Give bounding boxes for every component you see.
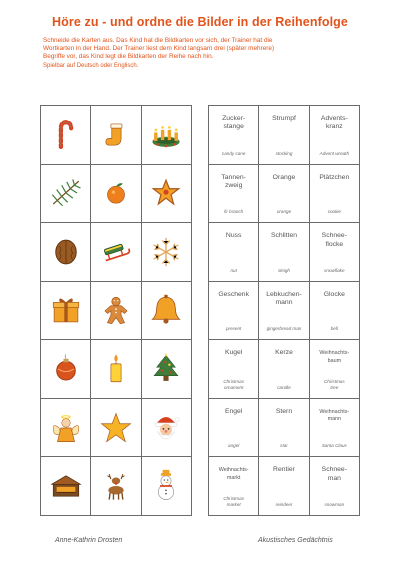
- word-card: [209, 340, 259, 399]
- english-word: angel: [228, 443, 240, 449]
- gingerbread-man-icon: [99, 293, 133, 327]
- candle-icon: [99, 352, 133, 386]
- picture-card-row: [41, 457, 192, 516]
- english-word: bell: [330, 326, 338, 332]
- word-card-grid: [208, 105, 360, 516]
- picture-card: [41, 398, 91, 457]
- picture-card: [41, 457, 91, 516]
- word-card: [309, 398, 359, 457]
- picture-card: [141, 106, 191, 165]
- german-word: Rentier: [273, 466, 295, 474]
- english-word: nut: [230, 267, 237, 273]
- german-word: Zucker- stange: [222, 115, 246, 131]
- german-word: Weihnachts- markt: [218, 467, 249, 481]
- english-word: Advent wreath: [319, 150, 350, 156]
- fir-branch-icon: [49, 176, 83, 210]
- german-word: Plätzchen: [319, 173, 350, 181]
- picture-card: [91, 106, 141, 165]
- english-word: orange: [276, 209, 292, 215]
- word-card: [309, 340, 359, 399]
- picture-card: [141, 398, 191, 457]
- picture-card: [41, 106, 91, 165]
- santa-claus-icon: [149, 411, 183, 445]
- german-word: Weihnachts- mann: [319, 408, 350, 423]
- orange-icon: [99, 176, 133, 210]
- instruction-line: Wortkarten in der Hand. Der Trainer liest dem Kind langsam drei (später mehrere): [43, 45, 275, 53]
- stocking-icon: [99, 118, 133, 152]
- picture-card: [141, 281, 191, 340]
- word-card: [259, 106, 309, 165]
- word-card: [209, 281, 259, 340]
- snowflake-icon: [149, 235, 183, 269]
- angel-icon: [49, 411, 83, 445]
- instructions: [43, 37, 373, 70]
- word-card: [259, 457, 309, 516]
- picture-card: [41, 164, 91, 223]
- word-card-row: [209, 106, 360, 165]
- german-word: Kerze: [275, 349, 293, 357]
- word-card: [259, 281, 309, 340]
- picture-card: [91, 398, 141, 457]
- picture-card: [41, 223, 91, 282]
- instruction-line: Begriffe vor, das Kind legt die Bildkarten der Reihe nach hin.: [43, 53, 214, 61]
- word-card: [309, 164, 359, 223]
- english-word: cookie: [327, 209, 341, 215]
- christmas-market-icon: [49, 469, 83, 503]
- english-word: reindeer: [275, 502, 293, 507]
- word-card: [209, 457, 259, 516]
- english-word: Christmas market: [223, 496, 244, 507]
- german-word: Schnee- man: [321, 466, 347, 482]
- instruction-line: Schneide die Karten aus. Das Kind hat die Bildkarten vor sich, der Trainer hat die: [43, 37, 273, 44]
- star-icon: [99, 411, 133, 445]
- english-word: candle: [277, 384, 291, 390]
- worksheet-topic: Akustisches Gedächtnis: [258, 537, 333, 544]
- picture-card: [91, 223, 141, 282]
- word-card: [209, 398, 259, 457]
- star-cookie-icon: [149, 176, 183, 210]
- picture-card-row: [41, 106, 192, 165]
- picture-card: [141, 457, 191, 516]
- english-word: snowman: [324, 502, 345, 507]
- picture-card-grid: [40, 105, 192, 516]
- word-card: [309, 281, 359, 340]
- present-icon: [49, 293, 83, 327]
- english-word: present: [226, 326, 242, 332]
- picture-card: [91, 164, 141, 223]
- reindeer-icon: [99, 469, 133, 503]
- german-word: Kugel: [224, 349, 243, 357]
- english-word: candy cane: [221, 150, 246, 156]
- word-card: [309, 106, 359, 165]
- advent-wreath-icon: [149, 118, 183, 152]
- german-word: Tannen- zweig: [221, 173, 246, 189]
- picture-card: [91, 457, 141, 516]
- bell-icon: [149, 293, 183, 327]
- german-word: Lebkuchen- mann: [266, 290, 302, 307]
- author: Anne-Kathrin Drosten: [55, 537, 123, 544]
- english-word: fir branch: [224, 209, 244, 215]
- picture-card-row: [41, 223, 192, 282]
- word-card: [259, 164, 309, 223]
- german-word: Stern: [275, 407, 293, 415]
- picture-card-row: [41, 398, 192, 457]
- word-card: [259, 340, 309, 399]
- german-word: Engel: [224, 407, 243, 415]
- english-word: snowflake: [324, 267, 345, 273]
- picture-card-row: [41, 281, 192, 340]
- candy-cane-icon: [49, 118, 83, 152]
- word-card: [259, 398, 309, 457]
- picture-card: [141, 223, 191, 282]
- ornament-icon: [49, 352, 83, 386]
- picture-card: [141, 340, 191, 399]
- german-word: Weihnachts- baum: [319, 350, 350, 364]
- german-word: Strumpf: [272, 115, 296, 122]
- worksheet-title: Höre zu - und ordne die Bilder in der Reihenfolge: [52, 15, 348, 29]
- word-card: [209, 164, 259, 223]
- language-note: Spielbar auf Deutsch oder Englisch.: [43, 62, 139, 69]
- snowman-icon: [149, 469, 183, 503]
- german-word: Nuss: [225, 232, 242, 240]
- word-card: [209, 223, 259, 282]
- german-word: Glocke: [323, 290, 345, 298]
- word-card: [309, 223, 359, 282]
- english-word: gingerbread man: [266, 326, 302, 332]
- sleigh-icon: [99, 235, 133, 269]
- picture-card: [91, 281, 141, 340]
- german-word: Schlitten: [270, 232, 298, 240]
- german-word: Orange: [272, 173, 296, 181]
- word-card: [259, 223, 309, 282]
- picture-card: [91, 340, 141, 399]
- english-word: Santa Claus: [321, 443, 347, 449]
- german-word: Schnee- flocke: [321, 232, 347, 248]
- picture-card: [41, 281, 91, 340]
- english-word: sleigh: [277, 267, 290, 273]
- german-word: Advents- kranz: [320, 115, 348, 131]
- word-card-row: [209, 457, 360, 516]
- word-card-row: [209, 223, 360, 282]
- picture-card-row: [41, 340, 192, 399]
- word-card: [209, 106, 259, 165]
- word-card: [309, 457, 359, 516]
- german-word: Geschenk: [218, 290, 249, 298]
- english-word: Christmas tree: [323, 378, 345, 390]
- english-word: stocking: [275, 150, 293, 156]
- walnut-icon: [49, 235, 83, 269]
- picture-card: [141, 164, 191, 223]
- english-word: Christmas ornament: [223, 378, 244, 390]
- picture-card-row: [41, 164, 192, 223]
- english-word: star: [280, 443, 288, 449]
- picture-card: [41, 340, 91, 399]
- word-card-row: [209, 164, 360, 223]
- christmas-tree-icon: [149, 352, 183, 386]
- word-card-row: [209, 281, 360, 340]
- word-card-row: [209, 398, 360, 457]
- word-card-row: [209, 340, 360, 399]
